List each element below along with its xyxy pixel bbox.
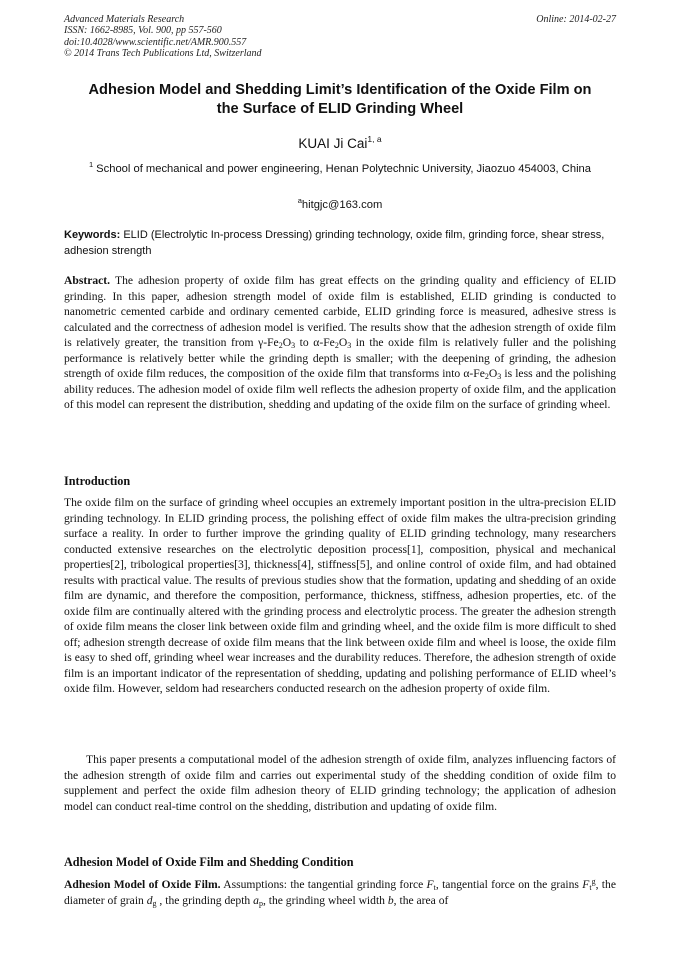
keywords-text: ELID (Electrolytic In-process Dressing) grinding technology, oxide film, grinding force, shear stress, adhesion strength xyxy=(64,229,605,257)
doi-line: doi:10.4028/www.scientific.net/AMR.900.557 xyxy=(64,36,247,48)
paper-title xyxy=(64,81,616,119)
journal-name: Advanced Materials Research xyxy=(64,14,185,25)
journal-header xyxy=(64,14,616,59)
affiliation xyxy=(64,157,616,178)
online-date: Online: 2014-02-27 xyxy=(536,14,616,25)
issn-line: ISSN: 1662-8985, Vol. 900, pp 557-560 xyxy=(64,25,222,37)
title-line-1: Adhesion Model and Shedding Limit’s Identification of the Oxide Film on xyxy=(88,82,592,98)
email-address: hitgjc@163.com xyxy=(301,199,383,211)
author xyxy=(64,131,616,152)
affiliation-sup: 1 xyxy=(89,160,94,169)
introduction-heading: Introduction xyxy=(64,474,131,488)
abstract-text-1: The adhesion property of oxide film has great effects on the grinding quality and efficiency of ELID grinding. In this paper, adhesion strength model of oxide film is established, ELID grinding is conducted to nanometric cemented carbide and ordinary cemented carbide, ELID grinding force is measured, adhesive stress is calculated and the correctness of adhesion model is verified. The results show that the adhesion strength of oxide film is relatively greater, the transition from γ-Fe xyxy=(64,274,616,349)
author-sup: 1, a xyxy=(367,134,382,144)
abstract: Abstract. The adhesion property of oxide film has great effects on the grinding quality and efficiency of ELID grinding. In this paper, adhesion strength model of oxide film is established, ELID grinding is conducted to nanometric cemented carbide and ordinary cemented carbide, ELID grinding force is measured, adhesive stress is calculated and the correctness of adhesion model is verified. The results show that the adhesion strength of oxide film is relatively greater, the transition from $\gamma-Fe_2O_3$ to $\alpha-Fe_2O_3$ in the oxide film is relatively fuller and the polishing performance is relatively better while the grinding depth is smaller; with the deepening of grinding, the adhesion strength of oxide film reduces, the composition of the oxide film that transforms into $\alpha-Fe_2O_3$ is less and the polishing ability reduces. The adhesion model of oxide film well reflects the adhesion property of oxide film, and the application of this model can represent the distribution, shedding and updating of the oxide film on the surface of grinding wheel. xyxy=(64,274,616,411)
subsection-label: Adhesion Model of Oxide Film. xyxy=(64,878,221,891)
keywords-label: Keywords: xyxy=(64,229,121,241)
author-name: KUAI Ji Cai xyxy=(298,136,368,151)
abstract-label: Abstract. xyxy=(64,274,111,287)
author-email xyxy=(64,193,616,213)
abstract-text-end: is less and the polishing ability reduces. The adhesion model of oxide film well reflects the adhesion property of oxide film, and the application of this model can represent the distribution, shedding and updating of the oxide film on the surface of grinding wheel. xyxy=(64,367,616,411)
keywords xyxy=(64,228,616,259)
introduction-paragraph-1: The oxide film on the surface of grinding wheel occupies an extremely important position in the ultra-precision ELID grinding technology. In ELID grinding process, the polishing effect of oxide film makes the ultra-precision grinding surface a reality. In order to further improve the grinding quality of ELID grinding technology, many researchers conducted extensive researches on the electrolytic deposition process[1], composition, physical and mechanical properties[2], tribological properties[3], thickness[4], stiffness[5], and online control of oxide film, and had obtained results with practical value. The results of previous studies show that the formation, updating and shedding of an oxide film are dynamic, and therefore the composition, performance, thickness, stiffness, adhesion properties, etc. of the oxide film are continually altered with the grinding process and electrolytic process. The greater the adhesion strength of oxide film means the closer link between oxide film and grinding wheel, and the oxide film is more difficult to shed off; adhesion strength decrease of oxide film means that the link between oxide film and wheel is loose, the oxide film is easy to shed off, grinding wheel wear increases and the durability reduces. Therefore, the adhesion strength of oxide film is an important indicator of the representation of shedding, updating and polishing performance of ELID wheel’s oxide film. However, seldom had researchers conducted research on the adhesion property of oxide film. xyxy=(64,496,616,695)
section-heading-adhesion-model: Adhesion Model of Oxide Film and Shedding Condition xyxy=(64,855,354,869)
copyright-line: © 2014 Trans Tech Publications Ltd, Switzerland xyxy=(64,47,262,59)
adhesion-model-paragraph: Adhesion Model of Oxide Film. Assumptions: the tangential grinding force $F_t$, tangential force on the grains $F_t^g$, the diameter of grain $d_g$ , the grinding depth $a_p$, the grinding wheel width b, the area of xyxy=(64,877,616,908)
email-sup: a xyxy=(297,196,302,205)
introduction-paragraph-2: This paper presents a computational model of the adhesion strength of oxide film, analyzes influencing factors of the adhesion strength of oxide film and carries out experimental study of the shedding condition of oxide film to supplement and perfect the oxide film adhesion theory of ELID grinding technology; the application of adhesion model can conduct real-time control on the shedding, distribution and updating of oxide film. xyxy=(64,753,616,813)
title-line-2: the Surface of ELID Grinding Wheel xyxy=(216,101,464,117)
affiliation-text: School of mechanical and power engineering, Henan Polytechnic University, Jiaozuo 454003, China xyxy=(96,163,591,175)
